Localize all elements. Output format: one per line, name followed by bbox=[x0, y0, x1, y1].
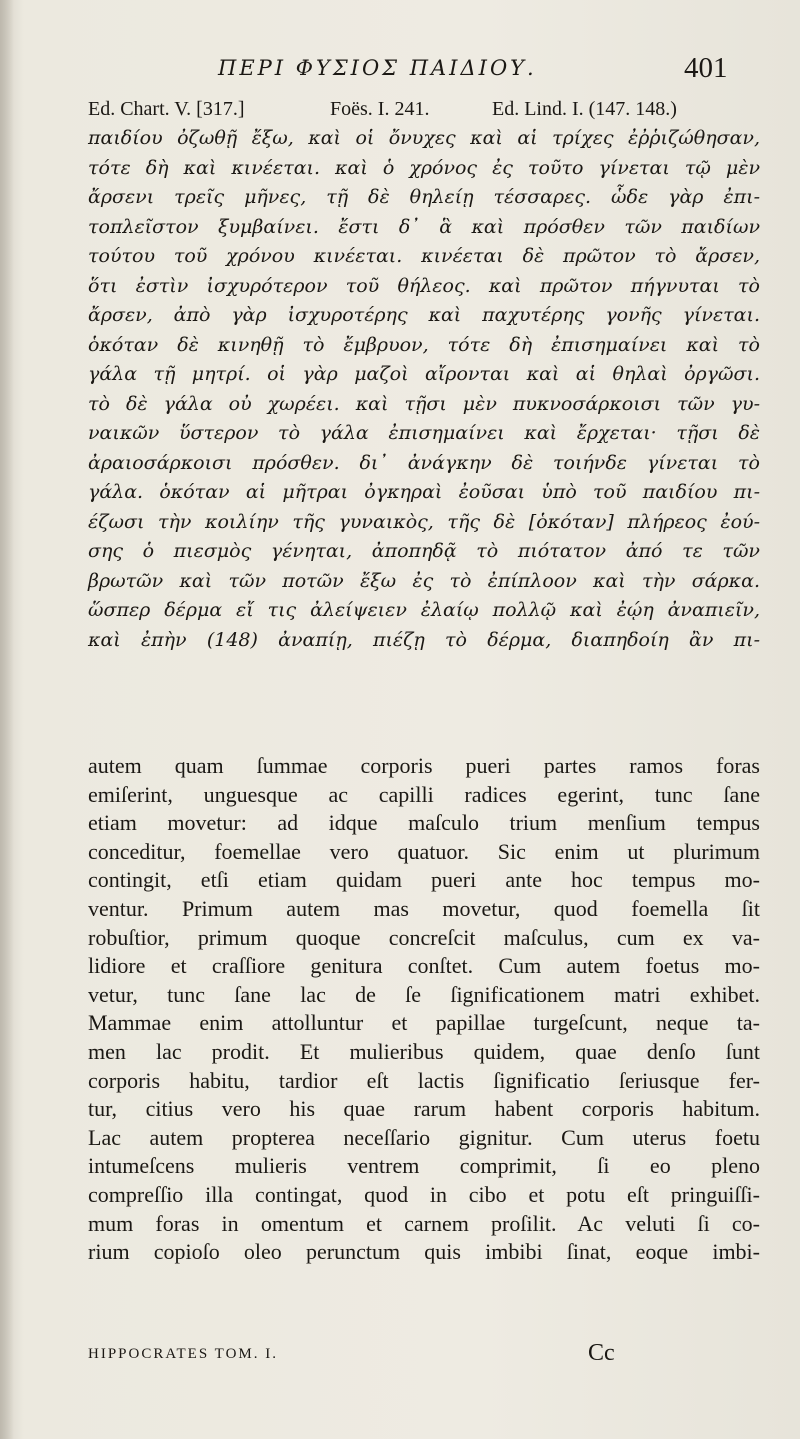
latin-line: rium copioſo oleo perunctum quis imbibi ſinat, eoque imbi- bbox=[88, 1239, 760, 1265]
greek-line: έζωσι τὴν κοιλίην τῆς γυναικὸς, τῆς δὲ [ὁκόταν] πλήρεος ἐού- bbox=[88, 510, 760, 533]
greek-line: σης ὁ πιεσμὸς γένηται, ἀποπηδᾷ τὸ πιότατον ἀπό τε τῶν bbox=[88, 540, 760, 562]
running-title: ΠΕΡΙ ΦΥΣΙΟΣ ΠΑΙΔΙΟΥ. bbox=[218, 56, 537, 80]
sheet-mark: Cc bbox=[588, 1340, 615, 1366]
greek-line: ἄρσενι τρεῖς μῆνες, τῇ δὲ θηλείῃ τέσσαρες. ὧδε γὰρ ἐπι- bbox=[88, 186, 760, 208]
binding-shadow bbox=[0, 0, 14, 1439]
edition-references bbox=[88, 98, 760, 126]
greek-line: τὸ δὲ γάλα οὐ χωρέει. καὶ τῇσι μὲν πυκνοσάρκοισι τῶν γυ- bbox=[88, 392, 760, 415]
latin-line: vetur, tunc ſane lac de ſe ſignificationem matri exhibet. bbox=[88, 981, 760, 1007]
latin-line: intumeſcens mulieris ventrem comprimit, ſi eo pleno bbox=[88, 1153, 760, 1179]
signature-line: HIPPOCRATES TOM. I. bbox=[88, 1346, 278, 1362]
greek-line: καὶ ἐπὴν (148) ἀναπίῃ, πιέζῃ τὸ δέρμα, διαπηδοίη ἂν πι- bbox=[88, 628, 760, 651]
latin-line: ventur. Primum autem mas movetur, quod foemella ſit bbox=[88, 895, 760, 921]
latin-text-block bbox=[88, 752, 760, 1267]
latin-line: robuſtior, primum quoque concreſcit maſculus, cum ex va- bbox=[88, 924, 760, 950]
edition-ref-chartier: Ed. Chart. V. [317.] bbox=[88, 98, 245, 120]
page-number: 401 bbox=[684, 52, 728, 84]
latin-line: compreſſio illa contingat, quod in cibo et potu eſt pringuiſſi- bbox=[88, 1181, 760, 1207]
latin-line: etiam movetur: ad idque maſculo trium menſium tempus bbox=[88, 810, 760, 836]
latin-line: Mammae enim attolluntur et papillae turgeſcunt, neque ta- bbox=[88, 1010, 760, 1036]
latin-line: mum foras in omentum et carnem proſilit. Ac veluti ſi co- bbox=[88, 1210, 760, 1236]
edition-ref-foes: Foës. I. 241. bbox=[330, 98, 430, 120]
latin-line: lidiore et craſſiore genitura conſtet. Cum autem foetus mo- bbox=[88, 953, 760, 979]
latin-line: autem quam ſummae corporis pueri partes ramos foras bbox=[88, 753, 760, 778]
greek-line: γάλα. ὁκόταν αἱ μῆτραι ὀγκηραὶ ἐοῦσαι ὑπὸ τοῦ παιδίου πι- bbox=[88, 481, 760, 503]
greek-line: ἄρσεν, ἀπὸ γὰρ ἰσχυροτέρης καὶ παχυτέρης γονῆς γίνεται. bbox=[88, 304, 760, 326]
greek-line: γάλα τῇ μητρί. οἱ γὰρ μαζοὶ αἴρονται καὶ αἱ θηλαὶ ὀργῶσι. bbox=[88, 363, 760, 385]
greek-line: ὥσπερ δέρμα εἴ τις ἀλείψειεν ἐλαίῳ πολλῷ καὶ ἐῴη ἀναπιεῖν, bbox=[88, 599, 760, 621]
edition-ref-linden: Ed. Lind. I. (147. 148.) bbox=[492, 98, 677, 120]
greek-line: τούτου τοῦ χρόνου κινέεται. κινέεται δὲ πρῶτον τὸ ἄρσεν, bbox=[88, 245, 760, 267]
latin-line: conceditur, foemellae vero quatuor. Sic enim ut plurimum bbox=[88, 838, 760, 864]
running-head bbox=[0, 52, 800, 92]
greek-line: βρωτῶν καὶ τῶν ποτῶν ἔξω ἐς τὸ ἐπίπλοον καὶ τὴν σάρκα. bbox=[88, 569, 760, 592]
greek-line: ὁκόταν δὲ κινηθῇ τὸ ἔμβρυον, τότε δὴ ἐπισημαίνει καὶ τὸ bbox=[88, 333, 760, 356]
latin-line: men lac prodit. Et mulieribus quidem, quae denſo ſunt bbox=[88, 1038, 760, 1064]
latin-line: Lac autem propterea neceſſario gignitur. Cum uterus foetu bbox=[88, 1124, 760, 1150]
greek-line: ὅτι ἐστὶν ἰσχυρότερον τοῦ θήλεος. καὶ πρῶτον πήγνυται τὸ bbox=[88, 274, 760, 297]
greek-line: τοπλεῖστον ξυμβαίνει. ἔστι δ᾽ ἃ καὶ πρόσθεν τῶν παιδίων bbox=[88, 215, 760, 238]
latin-line: contingit, etſi etiam quidam pueri ante hoc tempus mo- bbox=[88, 867, 760, 893]
latin-line: tur, citius vero his quae rarum habent corporis habitum. bbox=[88, 1096, 760, 1122]
greek-text-block bbox=[88, 124, 760, 655]
greek-line: ναικῶν ὕστερον τὸ γάλα ἐπισημαίνει καὶ ἔρχεται· τῇσι δὲ bbox=[88, 422, 760, 444]
latin-line: corporis habitu, tardior eſt lactis ſignificatio ſeriusque fer- bbox=[88, 1067, 760, 1093]
greek-line: τότε δὴ καὶ κινέεται. καὶ ὁ χρόνος ἐς τοῦτο γίνεται τῷ μὲν bbox=[88, 156, 760, 179]
page-footer bbox=[88, 1340, 760, 1372]
greek-line: ἀραιοσάρκοισι πρόσθεν. δι᾽ ἀνάγκην δὲ τοιήνδε γίνεται τὸ bbox=[88, 451, 760, 474]
greek-line: παιδίου ὀζωθῇ ἔξω, καὶ οἱ ὄνυχες καὶ αἱ τρίχες ἐῤῥιζώθησαν, bbox=[88, 127, 760, 149]
latin-line: emiſerint, unguesque ac capilli radices egerint, tunc ſane bbox=[88, 781, 760, 807]
